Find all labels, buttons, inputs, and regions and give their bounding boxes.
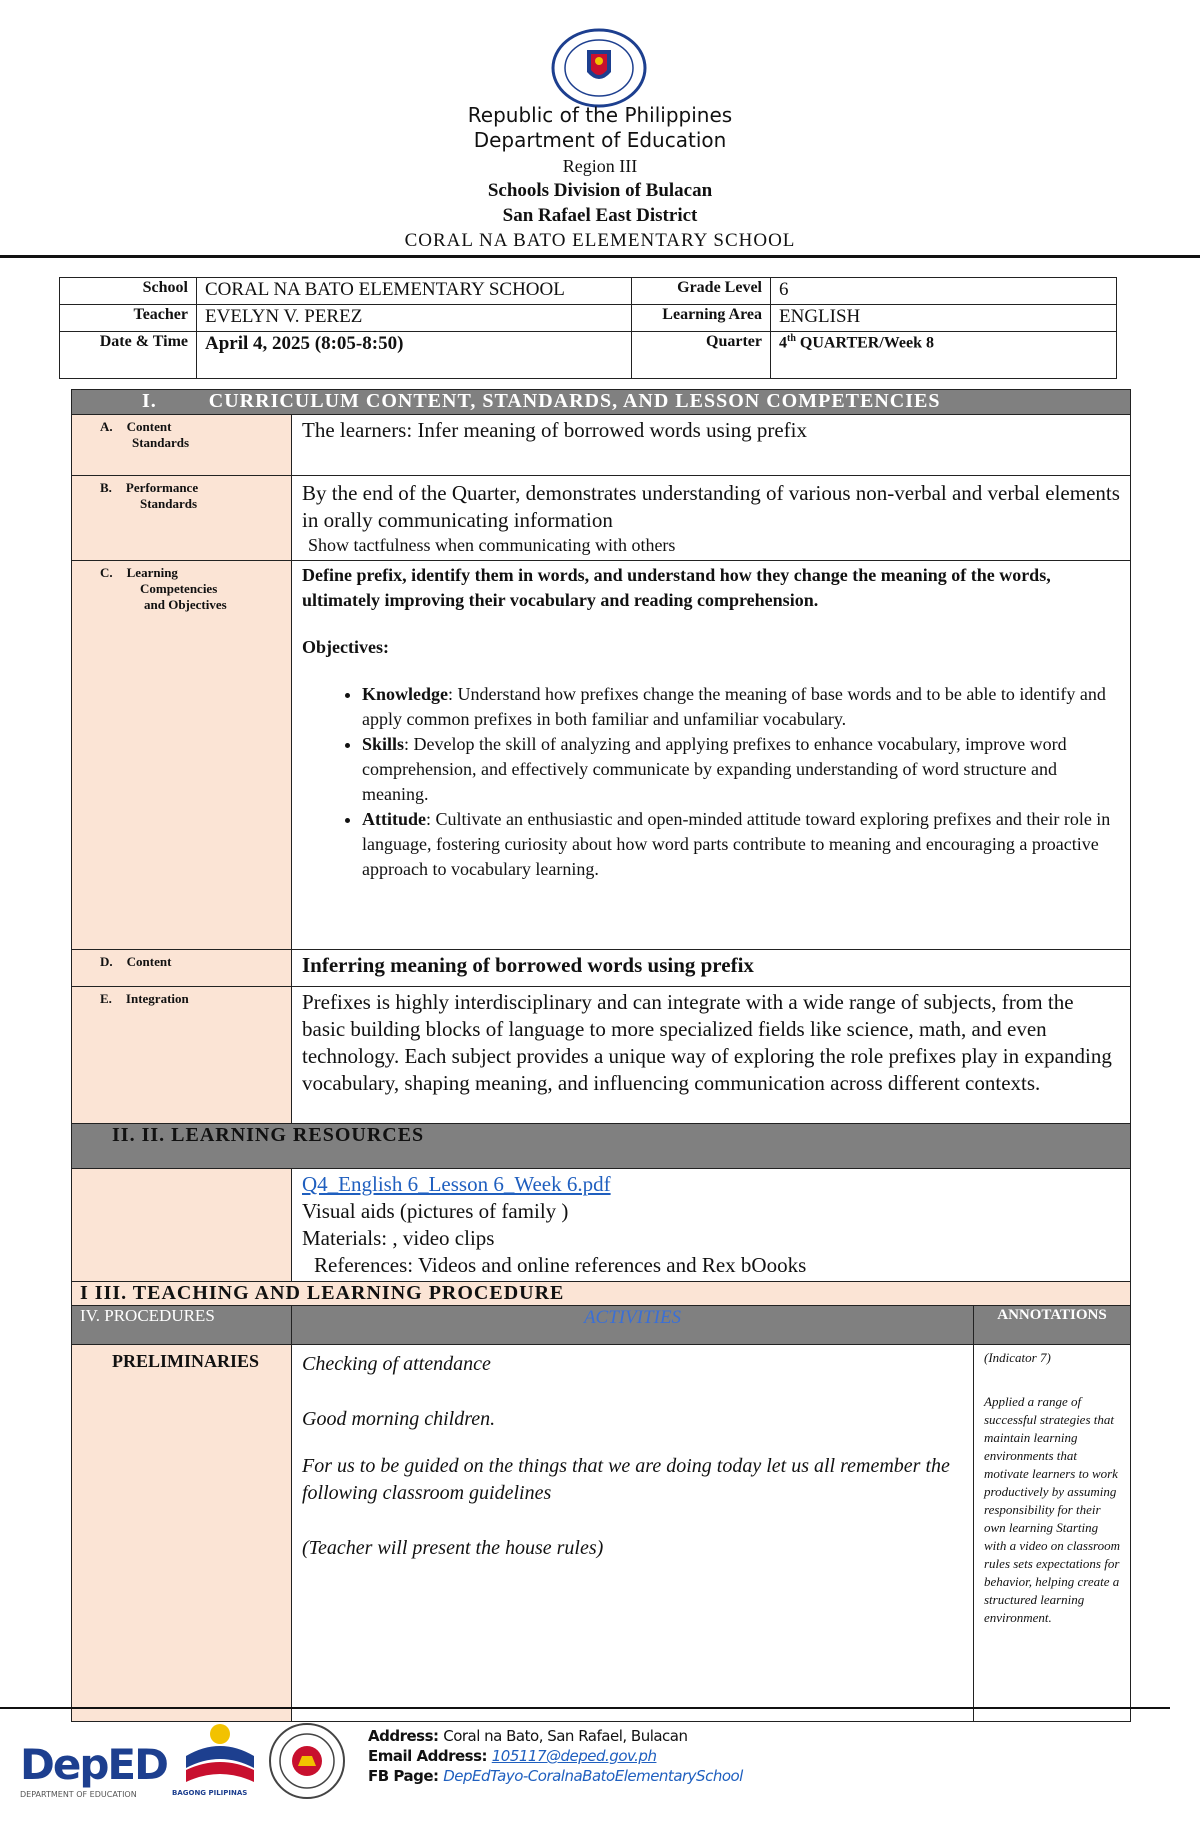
content-text: Inferring meaning of borrowed words using prefix [292, 950, 1131, 987]
competencies-label: C. Learning Competencies and Objectives [72, 561, 292, 950]
deped-logo: DepED [20, 1740, 167, 1789]
objective-attitude: • Attitude: Cultivate an enthusiastic and open-minded attitude toward exploring prefixes and their role in language, fostering curiosity about how word parts contribute to meaning and encouraging a proactive approach to vocabulary learning. [362, 807, 1120, 882]
objectives-list [302, 682, 1120, 882]
school-logo-icon [268, 1722, 346, 1800]
performance-standards-label: B. Performance Standards [72, 476, 292, 561]
header-divider [0, 255, 1200, 258]
school-line: CORAL NA BATO ELEMENTARY SCHOOL [404, 230, 796, 251]
annotations-header: ANNOTATIONS [974, 1306, 1131, 1345]
teacher-value: EVELYN V. PEREZ [197, 305, 632, 332]
resources-label [72, 1169, 292, 1282]
quarter-label: Quarter [632, 332, 771, 379]
content-standards-text: The learners: Infer meaning of borrowed words using prefix [292, 415, 1131, 476]
division-line: Schools Division of Bulacan [487, 180, 713, 201]
section3-title: I III. TEACHING AND LEARNING PROCEDURE [72, 1282, 1131, 1306]
preliminaries-label: PRELIMINARIES [72, 1345, 292, 1722]
lesson-table [71, 389, 1131, 1722]
resource-pdf-link[interactable]: Q4_English 6_Lesson 6_Week 6.pdf [302, 1172, 611, 1196]
section1-title: I. CURRICULUM CONTENT, STANDARDS, AND LESSON COMPETENCIES [72, 390, 1131, 415]
department-line: Department of Education [473, 128, 727, 152]
deped-seal-icon [551, 28, 647, 108]
area-value: ENGLISH [771, 305, 1117, 332]
preliminaries-annotation: (Indicator 7) Applied a range of successful strategies that maintain learning environments that motivate learners to work productively by assuming responsibility for their own learning Starting with a video on classroom rules sets expectations for behavior, helping create a structured learning environment. [974, 1345, 1131, 1722]
objective-skills: • Skills: Develop the skill of analyzing and applying prefixes to enhance vocabulary, improve word comprehension, and effectively communicate by expanding understanding of word structure and meaning. [362, 732, 1120, 807]
integration-text: Prefixes is highly interdisciplinary and can integrate with a wide range of subjects, from the basic building blocks of language to more specialized fields like science, math, and even technology. Each subject provides a unique way of exploring the role prefixes play in expanding vocabulary, shaping meaning, and influencing communication across different contexts. [292, 987, 1131, 1124]
procedures-header: IV. PROCEDURES [72, 1306, 292, 1345]
activities-header: ACTIVITIES [292, 1306, 974, 1345]
grade-value: 6 [771, 278, 1117, 305]
quarter-value: 4th QUARTER/Week 8 [771, 332, 1117, 379]
deped-logo-subtitle: DEPARTMENT OF EDUCATION [20, 1790, 137, 1799]
region-line: Region III [562, 156, 638, 176]
area-label: Learning Area [632, 305, 771, 332]
footer-fb: FB Page: DepEdTayo-CoralnaBatoElementarySchool [368, 1767, 743, 1785]
republic-line: Republic of the Philippines [467, 103, 733, 127]
date-value: April 4, 2025 (8:05-8:50) [197, 332, 632, 379]
content-label: D. Content [72, 950, 292, 987]
section2-title: II. II. LEARNING RESOURCES [72, 1124, 1131, 1169]
footer-email: Email Address: 105117@deped.gov.ph [368, 1747, 657, 1765]
bagong-pilipinas-label: BAGONG PILIPINAS [172, 1789, 248, 1797]
fb-page-link[interactable]: DepEdTayo-CoralnaBatoElementarySchool [443, 1767, 743, 1785]
resources-text: Q4_English 6_Lesson 6_Week 6.pdf Visual aids (pictures of family ) Materials: , video clips References: Videos and online references and Rex bOooks [292, 1169, 1131, 1282]
content-standards-label: A. Content Standards [72, 415, 292, 476]
school-label: School [60, 278, 197, 305]
email-link[interactable]: 105117@deped.gov.ph [491, 1747, 657, 1765]
bagong-pilipinas-icon [178, 1716, 262, 1788]
footer-divider [0, 1707, 1170, 1709]
district-line: San Rafael East District [502, 205, 698, 226]
info-table [59, 277, 1117, 379]
preliminaries-activities: Checking of attendance Good morning children. For us to be guided on the things that we are doing today let us all remember the following classroom guidelines (Teacher will present the house rules) [292, 1345, 974, 1722]
date-label: Date & Time [60, 332, 197, 379]
teacher-label: Teacher [60, 305, 197, 332]
grade-label: Grade Level [632, 278, 771, 305]
competencies-text: Define prefix, identify them in words, and understand how they change the meaning of the words, ultimately improving their vocabulary and reading comprehension. Objectives: • Knowledge: Understand how prefixes change the meaning of base words and to be able to identify and apply common prefixes in both familiar and unfamiliar vocabulary. • Skills: Develop the skill of analyzing and applying prefixes to enhance vocabulary, improve word comprehension, and effectively communicate by expanding understanding of word structure and meaning. • Attitude: Cultivate an enthusiastic and open-minded attitude toward exploring prefixes and their role in language, fostering curiosity about how word parts contribute to meaning and encouraging a proactive approach to vocabulary learning. [292, 561, 1131, 950]
footer-address: Address: Coral na Bato, San Rafael, Bulacan [368, 1727, 688, 1745]
school-value: CORAL NA BATO ELEMENTARY SCHOOL [197, 278, 632, 305]
integration-label: E. Integration [72, 987, 292, 1124]
objective-knowledge: • Knowledge: Understand how prefixes change the meaning of base words and to be able to identify and apply common prefixes in both familiar and unfamiliar vocabulary. [362, 682, 1120, 732]
performance-standards-text: By the end of the Quarter, demonstrates understanding of various non-verbal and verbal elements in orally communicating information Show tactfulness when communicating with others [292, 476, 1131, 561]
